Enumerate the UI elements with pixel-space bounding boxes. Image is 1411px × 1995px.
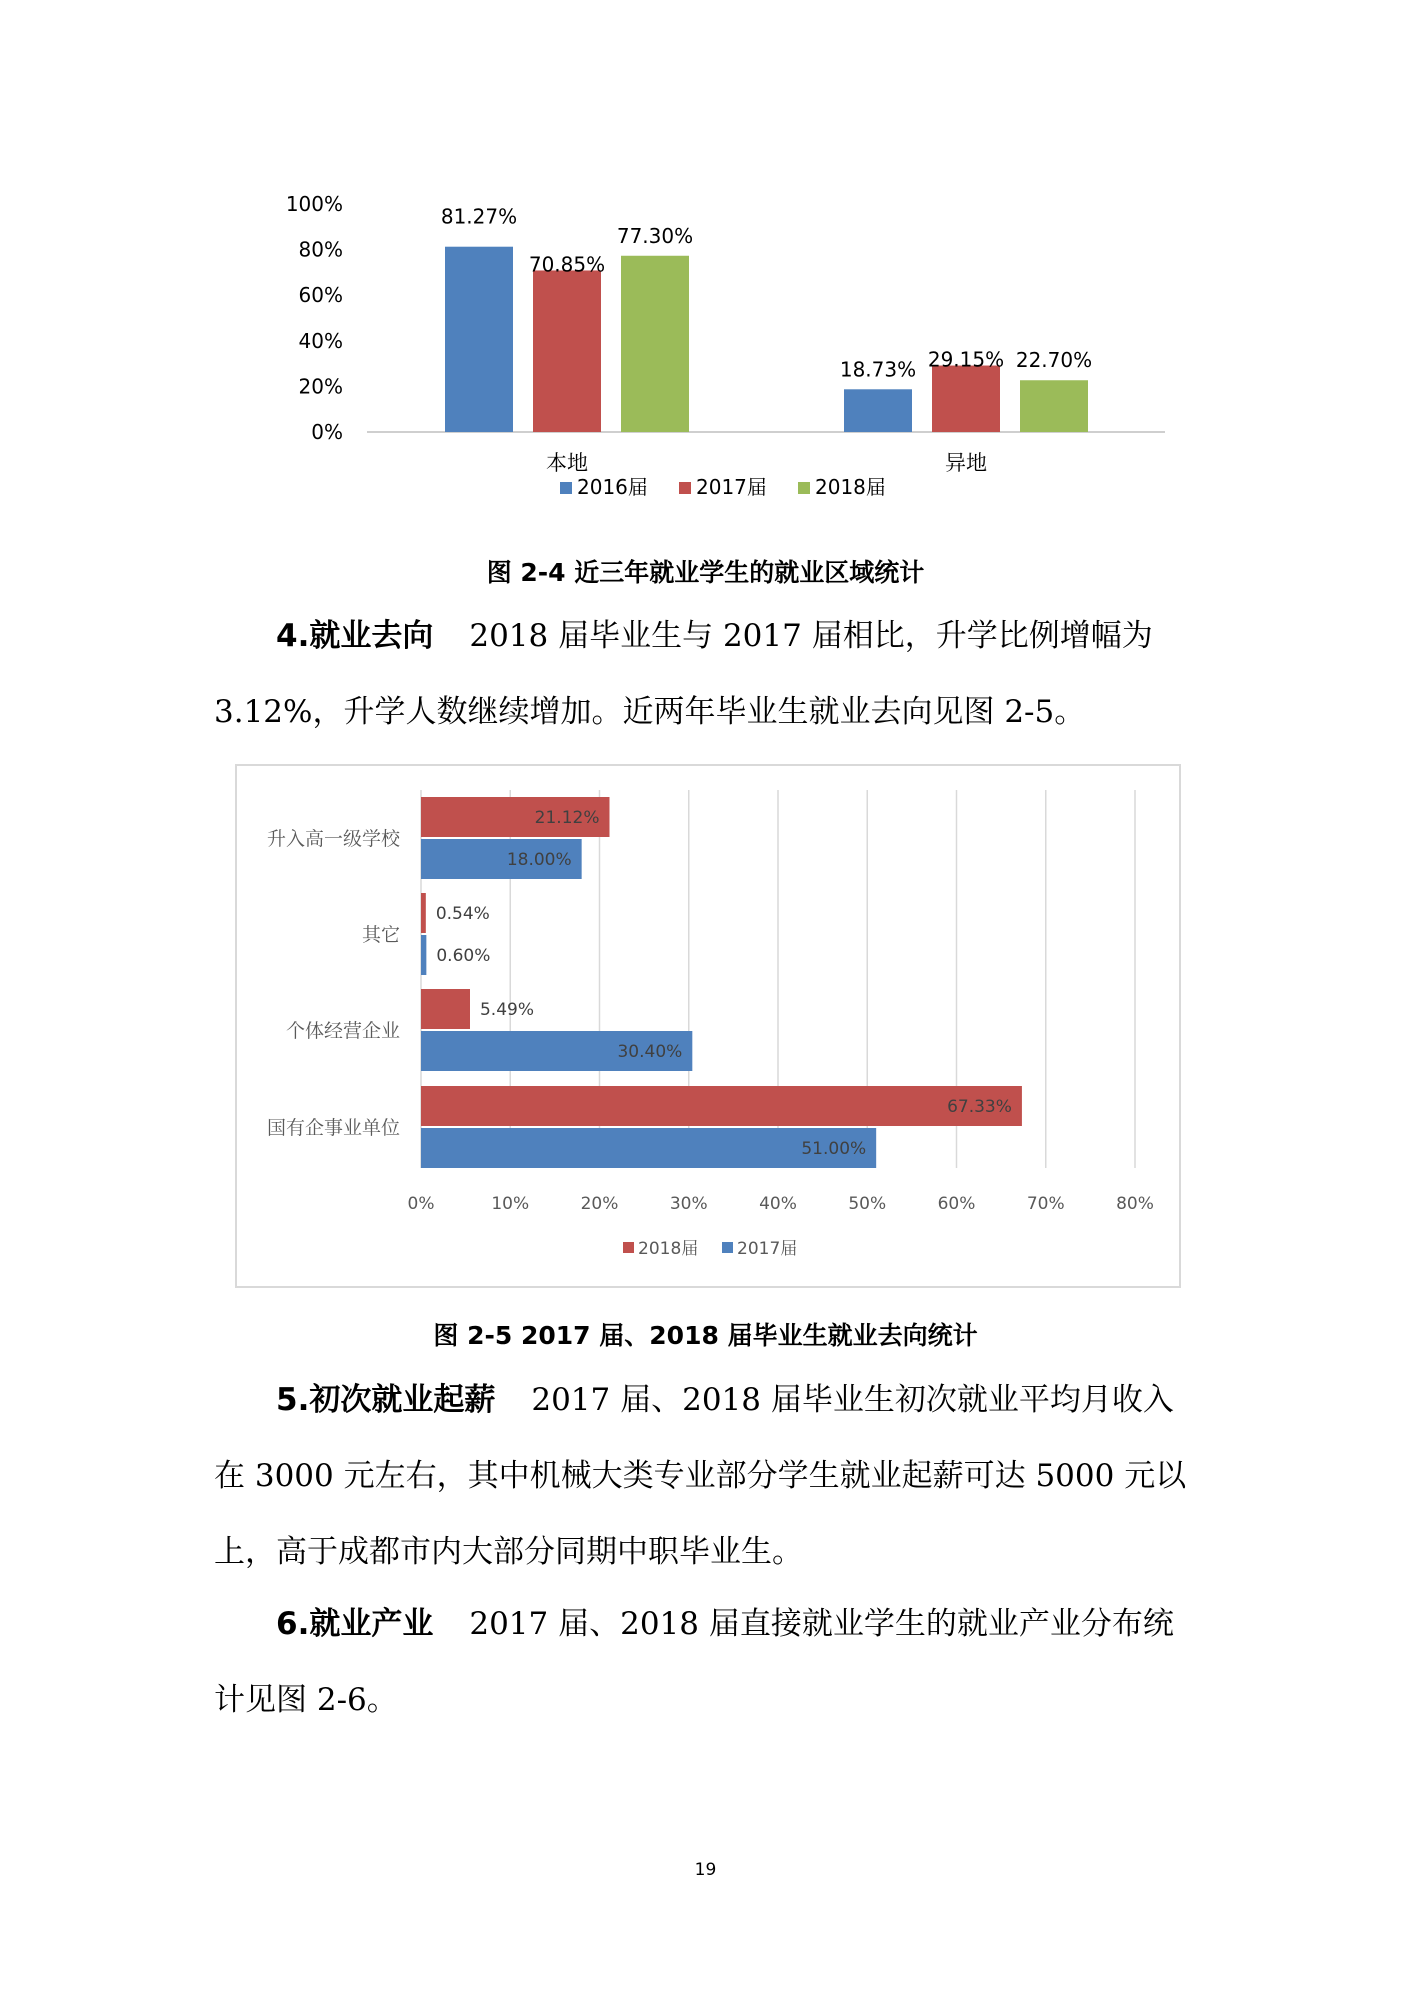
y-tick-label: 100% bbox=[285, 192, 343, 216]
legend-swatch bbox=[722, 1242, 733, 1253]
y-tick-label: 20% bbox=[298, 374, 343, 399]
data-label: 67.33% bbox=[947, 1097, 1012, 1117]
category-label: 本地 bbox=[546, 451, 588, 475]
data-label: 22.70% bbox=[1015, 348, 1093, 373]
legend-label: 2018届 bbox=[815, 475, 886, 499]
section-6-heading: 6.就业产业 bbox=[276, 1606, 434, 1642]
category-label: 个体经营企业 bbox=[285, 1020, 400, 1042]
section-5-text-1: 2017 届、2018 届毕业生初次就业平均月收入 bbox=[531, 1382, 1174, 1418]
category-label: 升入高一级学校 bbox=[266, 828, 400, 850]
data-label: 81.27% bbox=[440, 204, 518, 229]
data-label: 29.15% bbox=[927, 347, 1005, 372]
x-tick-label: 40% bbox=[759, 1194, 797, 1214]
x-tick-label: 50% bbox=[848, 1194, 887, 1214]
category-label: 国有企事业单位 bbox=[266, 1117, 400, 1139]
section-4-heading: 4.就业去向 bbox=[276, 618, 434, 654]
bar-2018届-国有企事业单位 bbox=[421, 1086, 1022, 1126]
data-label: 18.00% bbox=[506, 850, 572, 870]
legend-label: 2017届 bbox=[696, 475, 767, 499]
data-label: 30.40% bbox=[617, 1042, 683, 1062]
section-4-text-1: 2018 届毕业生与 2017 届相比，升学比例增幅为 bbox=[469, 618, 1153, 654]
section-5-line-1 bbox=[214, 1362, 1204, 1438]
section-6-line-1 bbox=[214, 1586, 1204, 1662]
section-5-line-3: 上，高于成都市内大部分同期中职毕业生。 bbox=[214, 1534, 803, 1570]
x-tick-label: 60% bbox=[937, 1194, 976, 1214]
data-label: 0.54% bbox=[435, 904, 490, 924]
section-5 bbox=[214, 1362, 1204, 1590]
data-label: 70.85% bbox=[528, 252, 606, 277]
x-tick-label: 30% bbox=[669, 1194, 708, 1214]
category-label: 其它 bbox=[361, 924, 400, 946]
y-tick-label: 80% bbox=[298, 237, 343, 262]
legend-label: 2017届 bbox=[737, 1239, 798, 1259]
section-4-line-2: 3.12%，升学人数继续增加。近两年毕业生就业去向见图 2-5。 bbox=[214, 694, 1086, 730]
data-label: 18.73% bbox=[839, 357, 917, 382]
x-tick-label: 10% bbox=[491, 1194, 530, 1214]
bar-2018届-个体经营企业 bbox=[421, 989, 470, 1029]
section-6-text-1: 2017 届、2018 届直接就业学生的就业产业分布统 bbox=[469, 1606, 1174, 1642]
x-tick-label: 80% bbox=[1116, 1194, 1154, 1214]
x-tick-label: 70% bbox=[1026, 1194, 1065, 1214]
y-tick-label: 40% bbox=[298, 328, 343, 353]
figure-2-4-caption: 图 2-4 近三年就业学生的就业区域统计 bbox=[486, 558, 925, 587]
section-5-heading: 5.初次就业起薪 bbox=[276, 1382, 496, 1418]
bar-2017届-其它 bbox=[421, 935, 426, 975]
data-label: 0.60% bbox=[436, 946, 491, 966]
x-tick-label: 0% bbox=[407, 1194, 435, 1214]
page-number: 19 bbox=[694, 1860, 717, 1880]
legend-swatch bbox=[623, 1242, 634, 1253]
category-label: 异地 bbox=[945, 451, 987, 475]
data-label: 5.49% bbox=[479, 1000, 535, 1020]
data-label: 21.12% bbox=[534, 808, 600, 828]
legend-label: 2018届 bbox=[638, 1239, 699, 1259]
y-tick-label: 0% bbox=[311, 420, 343, 444]
x-tick-label: 20% bbox=[580, 1194, 619, 1214]
y-tick-label: 60% bbox=[298, 283, 343, 308]
section-6-line-2: 计见图 2-6。 bbox=[214, 1682, 398, 1718]
section-6 bbox=[214, 1586, 1204, 1738]
section-5-line-2: 在 3000 元左右，其中机械大类专业部分学生就业起薪可达 5000 元以 bbox=[214, 1458, 1187, 1494]
data-label: 51.00% bbox=[801, 1139, 867, 1159]
bar-2018届-其它 bbox=[421, 893, 426, 933]
data-label: 77.30% bbox=[616, 223, 694, 248]
legend-label: 2016届 bbox=[577, 475, 648, 499]
figure-2-5-caption: 图 2-5 2017 届、2018 届毕业生就业去向统计 bbox=[433, 1321, 978, 1350]
